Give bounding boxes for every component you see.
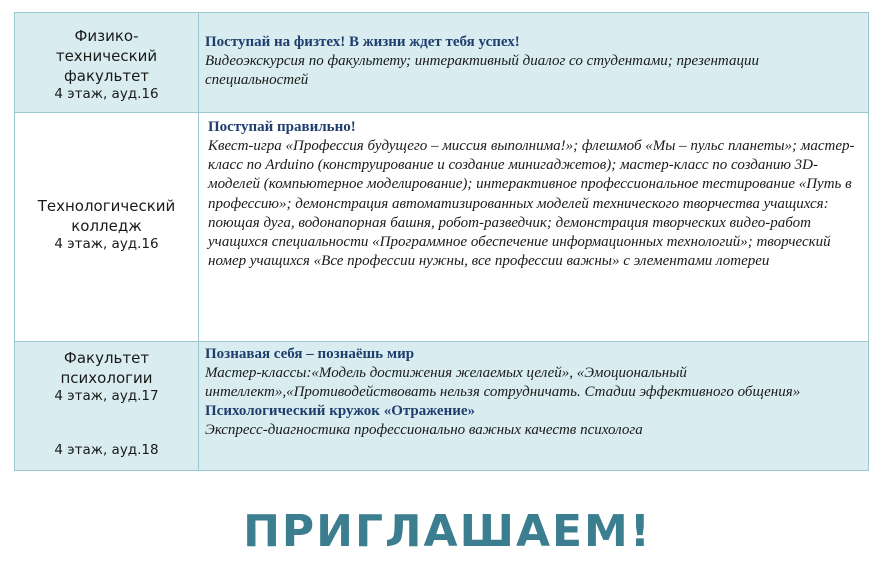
department-cell	[15, 13, 199, 113]
room-label: 4 этаж, ауд.16	[54, 86, 159, 102]
department-name: Технологический колледж	[37, 196, 176, 235]
invite-heading: ПРИГЛАШАЕМ!	[243, 506, 652, 557]
room-label: 4 этаж, ауд.17	[54, 388, 159, 404]
event-title: Поступай на физтех! В жизни ждет тебя успех!	[205, 34, 520, 50]
department-cell	[15, 113, 199, 342]
events-cell	[199, 113, 869, 342]
table-row	[15, 13, 869, 113]
events-cell	[199, 342, 869, 471]
event-description: Видеоэкскурсия по факультету; интерактивный диалог со студентами; презентации специальностей	[205, 53, 759, 89]
department-name: Факультет психологии	[60, 349, 153, 387]
table-row	[15, 113, 869, 342]
schedule-table	[14, 12, 869, 471]
event-description: Экспресс-диагностика профессионально важных качеств психолога	[205, 422, 643, 439]
department-cell	[15, 342, 199, 471]
room-label: 4 этаж, ауд.16	[54, 235, 159, 252]
events-cell	[199, 13, 869, 113]
event-title: Поступай правильно!	[208, 119, 356, 135]
room-label: 4 этаж, ауд.18	[54, 442, 159, 458]
event-title: Психологический кружок «Отражение»	[205, 403, 476, 420]
event-description: Мастер-классы:«Модель достижения желаемых целей», «Эмоциональный интеллект»,«Противодействовать нельзя сотрудничать. Стадии эффективного общения»	[205, 365, 801, 401]
event-title: Познавая себя – познаёшь мир	[205, 346, 415, 362]
event-description: Квест-игра «Профессия будущего – миссия выполнима!»; флешмоб «Мы – пульс планеты»; мастер-класс по Arduino (конструирование и создание минигаджетов); мастер-класс по созданию 3D- моделей (компьютерное моделирование); интерактивное профессиональное тестирование «Путь в профессию»; демонстрация автоматизированных моделей технического творчества учащихся: поющая дуга, водонапорная башня, робот-разведчик; демонстрация творческих видео-работ учащихся специальности «Программное обеспечение информационных технологий»; творческий номер учащихся «Все профессии нужны, все профессии важны» с элементами лотереи	[208, 138, 855, 270]
table-row	[15, 342, 869, 471]
department-name: Физико-технический факультет	[55, 27, 158, 85]
